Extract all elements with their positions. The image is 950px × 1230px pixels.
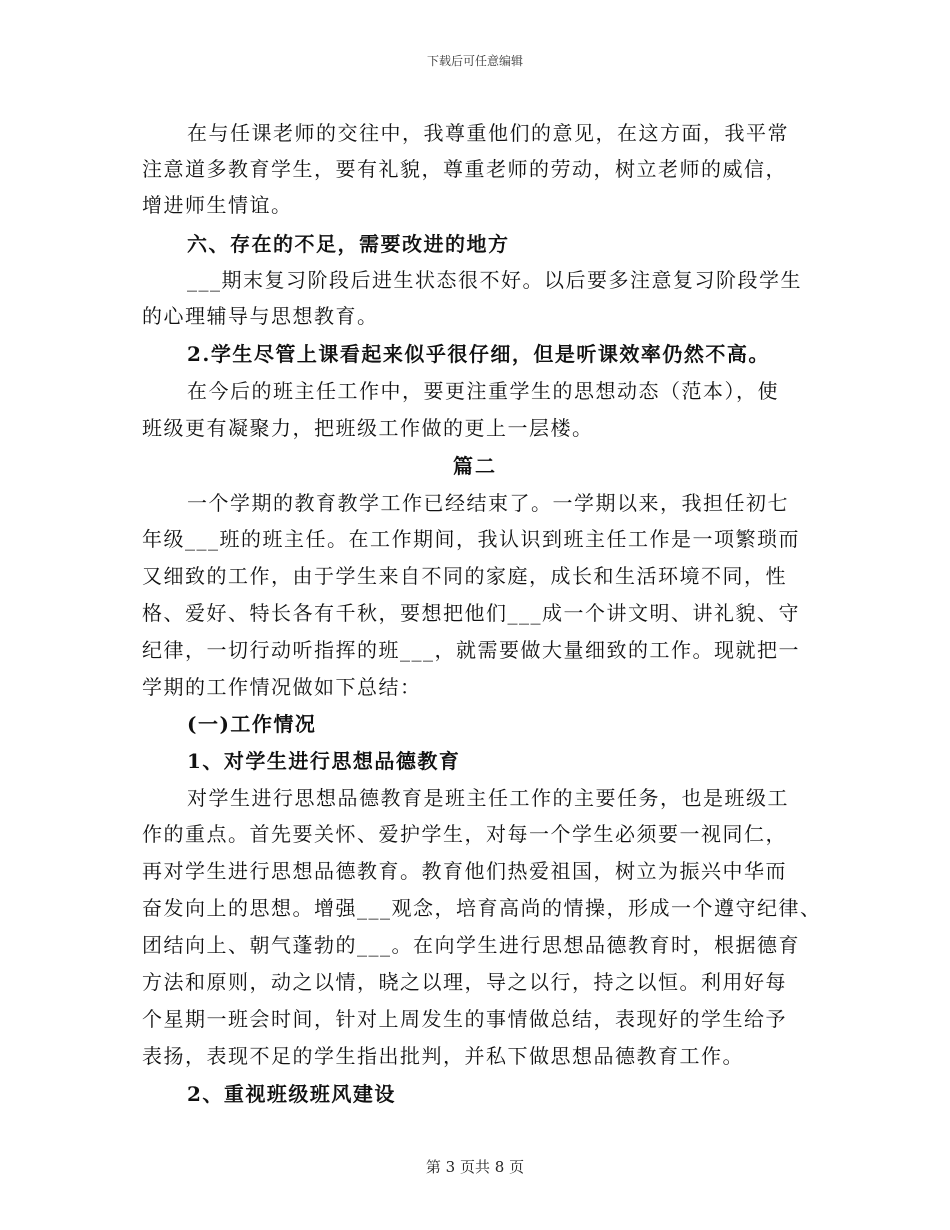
subsection-heading: 1、对学生进行思想品德教育 (187, 749, 461, 773)
text-line: 的心理辅导与思想教育。 (142, 304, 379, 328)
text-line: 在与任课老师的交往中，我尊重他们的意见，在这方面，我平常 (187, 121, 789, 145)
bold-paragraph: 2.学生尽管上课看起来似乎很仔细，但是听课效率仍然不高。 (187, 342, 770, 366)
text-line: 一个学期的教育教学工作已经结束了。一学期以来，我担任初七 (187, 491, 789, 515)
text-line: 奋发向上的思想。增强___观念，培育高尚的情操，形成一个遵守纪律、 (142, 896, 822, 920)
text-line: 在今后的班主任工作中，要更注重学生的思想动态（范本），使 (187, 379, 779, 403)
text-line: 学期的工作情况做如下总结： (142, 675, 422, 699)
text-line: 作的重点。首先要关怀、爱护学生，对每一个学生必须要一视同仁， (142, 822, 787, 846)
text-line: 表扬，表现不足的学生指出批判，并私下做思想品德教育工作。 (142, 1044, 744, 1068)
text-line: 注意道多教育学生，要有礼貌，尊重老师的劳动，树立老师的威信， (142, 157, 787, 181)
part-title: 篇二 (453, 454, 497, 478)
section-heading: 六、存在的不足，需要改进的地方 (187, 232, 510, 256)
text-line: ___期末复习阶段后进生状态很不好。以后要多注意复习阶段学生 (187, 268, 802, 292)
text-line: 对学生进行思想品德教育是班主任工作的主要任务，也是班级工 (187, 786, 789, 810)
page-header: 下载后可任意编辑 (426, 54, 523, 68)
text-line: 格、爱好、特长各有千秋，要想把他们___成一个讲文明、讲礼貌、守 (142, 601, 800, 625)
text-line: 团结向上、朝气蓬勃的___。在向学生进行思想品德教育时，根据德育 (142, 933, 800, 957)
text-line: 又细致的工作，由于学生来自不同的家庭，成长和生活环境不同，性 (142, 564, 787, 588)
text-line: 个星期一班会时间，针对上周发生的事情做总结，表现好的学生给予 (142, 1007, 787, 1031)
text-line: 再对学生进行思想品德教育。教育他们热爱祖国，树立为振兴中华而 (142, 859, 787, 883)
section-heading: (一)工作情况 (187, 712, 317, 736)
subsection-heading: 2、重视班级班风建设 (187, 1082, 396, 1106)
text-line: 班级更有凝聚力，把班级工作做的更上一层楼。 (142, 416, 594, 440)
page-footer: 第 3 页共 8 页 (425, 1158, 525, 1176)
text-line: 增进师生情谊。 (142, 193, 293, 217)
text-line: 纪律，一切行动听指挥的班___，就需要做大量细致的工作。现就把一 (142, 638, 800, 662)
text-line: 年级___班的班主任。在工作期间，我认识到班主任工作是一项繁琐而 (142, 527, 800, 551)
text-line: 方法和原则，动之以情，晓之以理，导之以行，持之以恒。利用好每 (142, 970, 787, 994)
